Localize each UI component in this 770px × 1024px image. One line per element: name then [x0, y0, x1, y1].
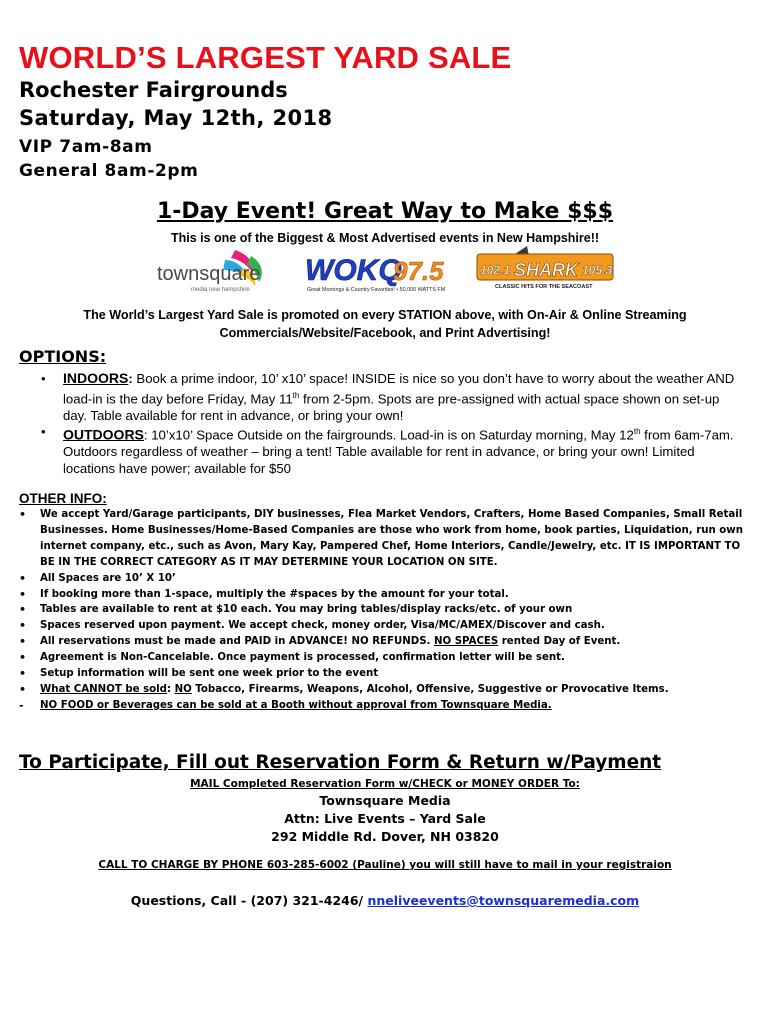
bullet-icon: • — [19, 667, 27, 681]
list-item: • All Spaces are 10’ X 10’ — [19, 571, 176, 585]
vip-hours: VIP 7am-8am — [19, 137, 153, 157]
questions-line: Questions, Call - (207) 321-4246/ nneliveevents@townsquaremedia.com — [130, 893, 640, 908]
other-info-list — [19, 507, 744, 714]
shark-right-frequency: 105.3 — [582, 263, 613, 277]
wokq-logo — [305, 254, 446, 293]
option-indoors: • INDOORS: Book a prime indoor, 10’ x10’ space! INSIDE is nice so you don’t have to worry about the weather AND load-in is the day before Friday, May 11th from 2-5pm. Spots are pre-assigned with actual space shown on set-up day. Table available for rent in advance, or bring your own! — [41, 370, 735, 424]
general-hours: General 8am-2pm — [19, 161, 199, 181]
option-label: OUTDOORS — [63, 426, 144, 443]
shark-wordmark: SHARK — [514, 260, 579, 280]
email-link[interactable]: nneliveevents@townsquaremedia.com — [367, 893, 640, 908]
list-item: • All reservations must be made and PAID in ADVANCE! NO REFUNDS. NO SPACES rented Day of Event. — [19, 635, 621, 649]
dash-icon: - — [19, 698, 24, 712]
mail-instructions: MAIL Completed Reservation Form w/CHECK or MONEY ORDER To: — [190, 778, 580, 790]
station-logos — [155, 246, 625, 296]
shark-logo — [477, 246, 613, 290]
date-line: Saturday, May 12th, 2018 — [19, 106, 333, 130]
bullet-icon: • — [19, 603, 27, 617]
list-item: • We accept Yard/Garage participants, DIY businesses, Flea Market Vendors, Crafters, Home Based Companies, Small Retail Businesses. Home Businesses/Home-Based Companies are those who work from home, book parties, Liquidation, run own internet company, etc., such as Avon, Mary Kay, Pampered Chef, Home Interiors, Candle/Jewelry, etc. IT IS IMPORTANT TO BE IN THE CORRECT CATEGORY AS IT MAY DETERMINE YOUR LOCATION ON SITE. — [19, 508, 743, 568]
list-item: • Spaces reserved upon payment. We accept check, money order, Visa/MC/AMEX/Discover and cash. — [19, 619, 605, 633]
event-headline: 1-Day Event! Great Way to Make $$$ — [156, 199, 614, 224]
page-title: WORLD’S LARGEST YARD SALE — [19, 40, 512, 75]
bullet-icon: • — [19, 651, 27, 665]
bullet-icon: • — [19, 635, 27, 649]
bullet-icon: • — [41, 371, 46, 386]
list-item: - NO FOOD or Beverages can be sold at a Booth without approval from Townsquare Media. — [19, 698, 552, 712]
wokq-frequency: 97.5 — [393, 256, 444, 286]
wokq-wordmark: WOKQ — [305, 254, 402, 287]
list-item: • If booking more than 1-space, multiply the #spaces by the amount for your total. — [19, 587, 509, 601]
shark-left-frequency: 102.1 — [480, 263, 511, 277]
list-item: • Tables are available to rent at $10 each. You may bring tables/display racks/etc. of your own — [19, 603, 573, 617]
venue-line: Rochester Fairgrounds — [19, 78, 288, 102]
townsquare-wordmark: townsquare — [157, 263, 261, 285]
promo-text: The World’s Largest Yard Sale is promoted on every STATION above, with On-Air & Online Streaming Commercials/Website/Facebook, and Print Advertising! — [83, 308, 687, 340]
bullet-icon: • — [41, 424, 46, 439]
townsquare-logo — [157, 250, 262, 293]
other-info-heading: OTHER INFO: — [19, 491, 107, 506]
bullet-icon: • — [19, 682, 27, 696]
address-line-1: Townsquare Media — [319, 793, 451, 808]
bullet-icon: • — [19, 508, 27, 521]
list-item: • Setup information will be sent one week prior to the event — [19, 667, 379, 681]
shark-tagline: CLASSIC HITS FOR THE SEACOAST — [495, 284, 593, 290]
wokq-tagline: Great Mornings & Country Favorites! • 50,000 WATTS FM — [307, 287, 446, 293]
event-subheadline: This is one of the Biggest & Most Advertised events in New Hampshire!! — [170, 231, 600, 245]
bullet-icon: • — [19, 587, 27, 601]
address-line-3: 292 Middle Rd. Dover, NH 03820 — [271, 829, 499, 844]
option-label: INDOORS — [63, 370, 129, 386]
bullet-icon: • — [19, 619, 27, 633]
option-outdoors: • OUTDOORS: 10’x10’ Space Outside on the fairgrounds. Load-in is on Saturday morning, May 12th from 6am-7am. Outdoors regardless of weather – bring a tent! Table available for rent in advance, or bring your own! Limited locations have power; available for $50 — [41, 424, 734, 477]
options-heading: OPTIONS: — [19, 347, 107, 366]
address-line-2: Attn: Live Events – Yard Sale — [284, 811, 486, 826]
townsquare-tagline: media new hampshire — [191, 287, 250, 293]
participate-heading: To Participate, Fill out Reservation Form & Return w/Payment — [19, 752, 662, 773]
phone-instructions: CALL TO CHARGE BY PHONE 603-285-6002 (Pauline) you will still have to mail in your registraion — [98, 859, 672, 871]
bullet-icon: • — [19, 571, 27, 585]
list-item: • Agreement is Non-Cancelable. Once payment is processed, confirmation letter will be sent. — [19, 651, 565, 665]
list-item: • What CANNOT be sold: NO Tobacco, Firearms, Weapons, Alcohol, Offensive, Suggestive or Provocative Items. — [19, 682, 669, 696]
